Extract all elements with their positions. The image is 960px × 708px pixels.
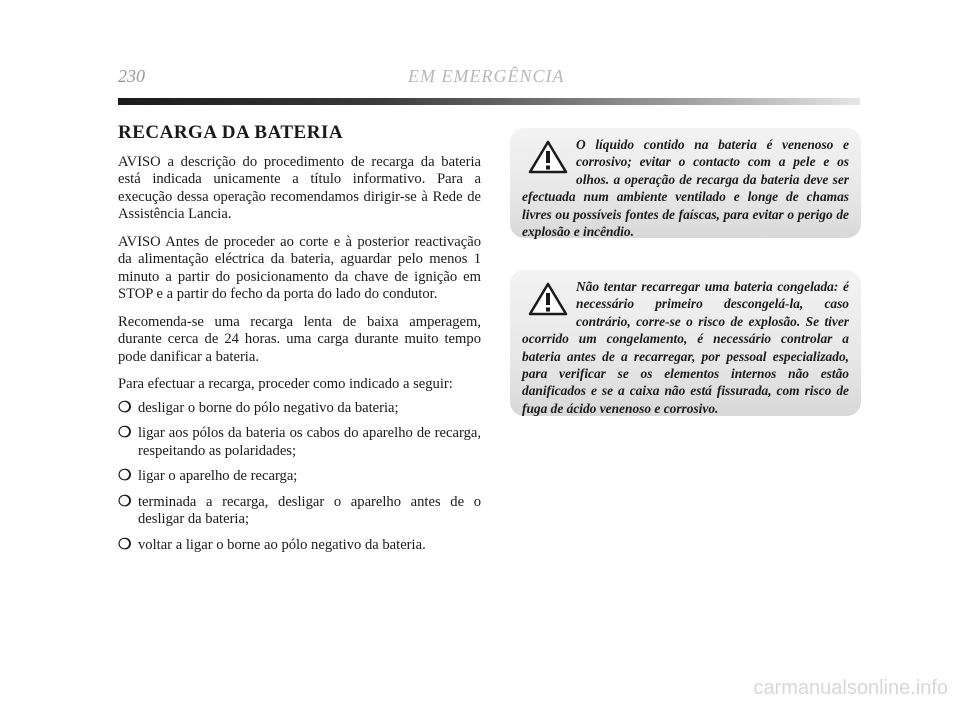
header-divider [118, 98, 860, 105]
list-item [118, 425, 481, 460]
page-number: 230 [118, 66, 145, 86]
warning-box-battery-acid [510, 128, 861, 238]
bullet-icon: ❍ [118, 536, 132, 553]
step-text: ligar aos pólos da bateria os cabos do aparelho de recarga, respeitando as polaridades; [138, 425, 481, 459]
section-title: EM EMERGÊNCIA [408, 66, 565, 86]
main-column [118, 124, 481, 562]
warning-text: O líquido contido na bateria é venenoso e corrosivo; evitar o contacto com a pele e os olhos. a operação de recarga da bateria deve ser efectuada num ambiente ventilado e longe de chamas livres ou possíveis fontes de faíscas, para evitar o perigo de explosão e incêndio. [522, 137, 849, 240]
page-title: RECARGA DA BATERIA [118, 122, 344, 143]
warning-text: Não tentar recarregar uma bateria congelada: é necessário primeiro descongelá-la, caso contrário, corre-se o risco de explosão. Se tiver ocorrido um congelamento, é necessário controlar a bateria antes de a recarregar, por pessoal especializado, para verificar se os elementos internos não estão danificados e se a caixa não está fissurada, com risco de fuga de ácido venenoso e corrosivo. [522, 279, 849, 416]
bullet-icon: ❍ [118, 425, 132, 441]
procedure-steps [118, 400, 481, 555]
notice-paragraph-2: AVISO Antes de proceder ao corte e à posterior reactivação da alimentação eléctrica da bateria, aguardar pelo menos 1 minuto a partir do posicionamento da chave de ignição em STOP e a partir do fecho da porta do lado do condutor. [118, 233, 481, 302]
step-text: voltar a ligar o borne ao pólo negativo da bateria. [138, 536, 426, 553]
step-text: terminada a recarga, desligar o aparelho antes de o desligar da bateria; [138, 493, 481, 527]
step-text: ligar o aparelho de recarga; [138, 468, 298, 484]
step-text: desligar o borne do pólo negativo da bateria; [138, 399, 399, 416]
bullet-icon: ❍ [118, 468, 132, 484]
list-item [118, 537, 481, 555]
warning-box-frozen-battery [510, 270, 861, 416]
warning-triangle-icon [528, 282, 568, 316]
list-item [118, 468, 481, 486]
bullet-icon: ❍ [118, 399, 132, 416]
warning-triangle-icon [528, 140, 568, 174]
notice-paragraph-1: AVISO a descrição do procedimento de recarga da bateria está indicada unicamente a título informativo. Para a execução dessa operação recomendamos dirigir-se à Rede de Assistência Lancia. [118, 153, 481, 222]
bullet-icon: ❍ [118, 493, 132, 510]
list-item [118, 494, 481, 529]
recommendation-paragraph: Recomenda-se uma recarga lenta de baixa amperagem, durante cerca de 24 horas. uma carga durante muito tempo pode danificar a bateria. [118, 313, 481, 365]
procedure-intro: Para efectuar a recarga, proceder como indicado a seguir: [118, 376, 453, 392]
page-header [118, 66, 858, 88]
list-item [118, 400, 481, 418]
watermark: carmanualsonline.info [753, 677, 948, 699]
